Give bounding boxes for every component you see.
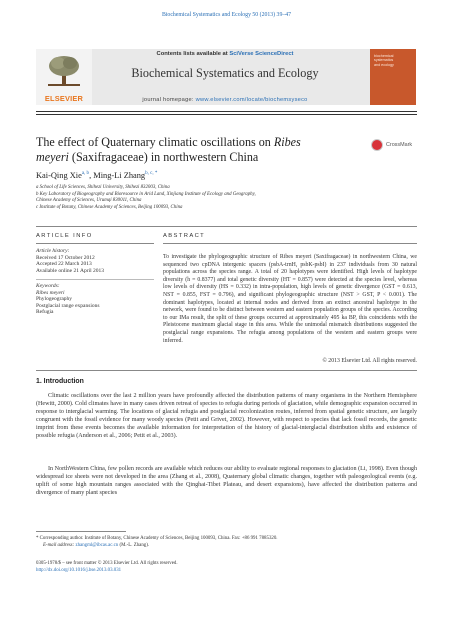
intro-paragraph: In NorthWestern China, few pollen records are available which reduces our ability to evaluate regional responses to glaciation (Li, 1998). Even though widespread ice sheets were not developed in the area (Zhang et al., 2008), Quaternary global climatic changes, together with paleogeological events (e.g. uplift of some high mountain ranges associated with the Qinghai-Tibet Plateau, and desert expansions), have affected the distribution patterns and divergence of many plant species bbox=[36, 466, 417, 497]
doi-link[interactable]: http://dx.doi.org/10.1016/j.bse.2013.03.031 bbox=[36, 568, 122, 573]
author-separator: , bbox=[89, 171, 94, 180]
corresponding-author-note: * Corresponding author. Institute of Botany, Chinese Academy of Sciences, Beijing 100093, China. Fax: +86 991 7885320. bbox=[36, 536, 278, 541]
section-divider bbox=[36, 370, 417, 371]
journal-title[interactable]: Biochemical Systematics and Ecology bbox=[131, 66, 319, 80]
author-affiliation-marker[interactable]: b, c, * bbox=[145, 171, 158, 177]
journal-homepage bbox=[96, 97, 354, 103]
keywords bbox=[36, 283, 156, 316]
contents-prefix: Contents lists available at bbox=[156, 51, 228, 57]
keywords-label: Keywords: bbox=[36, 283, 60, 289]
history-label: Article history: bbox=[36, 248, 70, 254]
author-name[interactable]: Kai-Qing Xie bbox=[36, 171, 82, 180]
cover-title bbox=[374, 54, 394, 67]
affiliation: a School of Life Sciences, Shihezi University, Shihezi 832003, China bbox=[36, 185, 170, 190]
history-entry: Accepted 22 March 2013 bbox=[36, 261, 92, 268]
header-rule-thin bbox=[36, 114, 417, 115]
history-entry: Received 17 October 2012 bbox=[36, 254, 95, 261]
abstract-heading: ABSTRACT bbox=[163, 233, 206, 239]
keyword: Postglacial range expansions bbox=[36, 302, 100, 309]
affiliation: Chinese Academy of Sciences, Urumqi 830011, China bbox=[36, 198, 142, 203]
author-name[interactable]: Ming-Li Zhang bbox=[93, 171, 146, 180]
abstract-text: To investigate the phylogeographic structure of Ribes meyeri (Saxifragaceae) in northwestern China, we sequenced two cpDNA intergenic spacers (psbA-trnH, psbK-psbI) in 237 individuals from 30 natural populations across the species range. A total of 20 haplotypes were identified. High levels of haplotype diversity (h = 0.8377) and total genetic diversity (HT = 0.857) were detected at the species level, whereas low levels of diversity (HS = 0.332) in intra-population, high levels of genetic divergence (GST = 0.613, NST = 0.855, FST = 0.796), and significant phylogeographic structure (NST > GST, P < 0.001). The dominant haplotypes, located at internal nodes and derived from an extinct ancestral haplotype in the network, were found to be distinct between western and eastern population groups of the species. According to our IMa result, the split of these groups occurred at approximately 495 ka BP, this coincidents with the Pleistocene maximum glacial stage in this area. While the unimodal mismatch distributions suggested the postglacial range expansions. The refugia among populations of the western and eastern groups were inferred. bbox=[163, 254, 417, 344]
affiliation: b Key Laboratory of Biogeography and Bioresource in Arid Land, Xinjiang Institute of Ecology and Geography, bbox=[36, 192, 256, 197]
author-affiliation-marker[interactable]: a, b bbox=[81, 171, 90, 177]
article-info-rule bbox=[36, 279, 154, 280]
elsevier-logo[interactable] bbox=[36, 49, 92, 105]
title-species: Ribes meyeri bbox=[36, 135, 301, 164]
history-entry: Available online 21 April 2013 bbox=[36, 267, 105, 274]
issn-line: 0305-1978/$ – see front matter © 2013 Elsevier Ltd. All rights reserved. bbox=[36, 561, 178, 566]
cover-line: biochemical bbox=[374, 54, 394, 58]
keyword: Refugia bbox=[36, 309, 54, 316]
cover-line: and ecology bbox=[374, 62, 394, 67]
email-suffix: (M.-L. Zhang). bbox=[118, 543, 150, 548]
keyword: Phylogeography bbox=[36, 296, 73, 303]
sciencedirect-link[interactable]: SciVerse ScienceDirect bbox=[229, 51, 294, 57]
section-divider bbox=[36, 226, 417, 227]
intro-paragraph: Climatic oscillations over the last 2 million years have profoundly affected the distribution patterns of many organisms in the Northern Hemisphere (Hewitt, 2000). Cold climates have in many cases driven retreat of species to refugia during periods of glaciation, while demographic expansion occurred in response to interglacial warming. The locations of glacial refugia and postglacial recolonization routes, inferred from spatial genetic structure, are largely congruent with the fossil evidence for many woody species (Petit and Grivet, 2002). However, with respect to species that lack fossil records, the genetic imprint from these events becomes the available information for interpretation of the history of glacial-interglacial distribution shifts and existence of possible refugia (Anderson et al., 2006; Petit et al., 2003). bbox=[36, 393, 417, 440]
publisher-name: ELSEVIER bbox=[44, 94, 84, 103]
abstract-rule bbox=[163, 243, 417, 244]
title-part: (Saxifragaceae) in northwestern China bbox=[68, 149, 259, 164]
title-part: The effect of Quaternary climatic oscillations on bbox=[36, 135, 274, 149]
article-history bbox=[36, 248, 156, 274]
keyword: Ribes meyeri bbox=[36, 289, 65, 296]
footnote-rule bbox=[36, 531, 126, 532]
elsevier-tree-icon bbox=[46, 54, 82, 88]
introduction-heading: 1. Introduction bbox=[36, 378, 84, 385]
doi-line bbox=[36, 568, 417, 574]
email-line bbox=[36, 543, 424, 549]
crossmark-icon bbox=[371, 139, 383, 151]
journal-citation[interactable]: Biochemical Systematics and Ecology 50 (2013) 39–47 bbox=[161, 12, 292, 18]
article-info-heading: ARTICLE INFO bbox=[36, 233, 93, 239]
homepage-link[interactable]: www.elsevier.com/locate/biochemsyseco bbox=[195, 97, 308, 103]
cover-line: systematics bbox=[374, 58, 394, 63]
email-link[interactable]: zhangml@ibcas.ac.cn bbox=[75, 543, 119, 548]
article-info-rule bbox=[36, 243, 154, 244]
contents-availability bbox=[96, 51, 354, 57]
author-list bbox=[36, 171, 157, 180]
crossmark-label: CrossMark bbox=[386, 142, 413, 148]
homepage-prefix: journal homepage: bbox=[142, 97, 194, 103]
journal-cover-thumbnail[interactable] bbox=[370, 49, 416, 105]
crossmark-badge[interactable] bbox=[371, 139, 419, 153]
header-rule bbox=[36, 111, 417, 112]
article-title bbox=[36, 135, 336, 164]
email-label: E-mail address: bbox=[43, 543, 75, 548]
affiliation: c Institute of Botany, Chinese Academy of Sciences, Beijing 100093, China bbox=[36, 205, 183, 210]
abstract-copyright: © 2013 Elsevier Ltd. All rights reserved. bbox=[322, 358, 417, 364]
